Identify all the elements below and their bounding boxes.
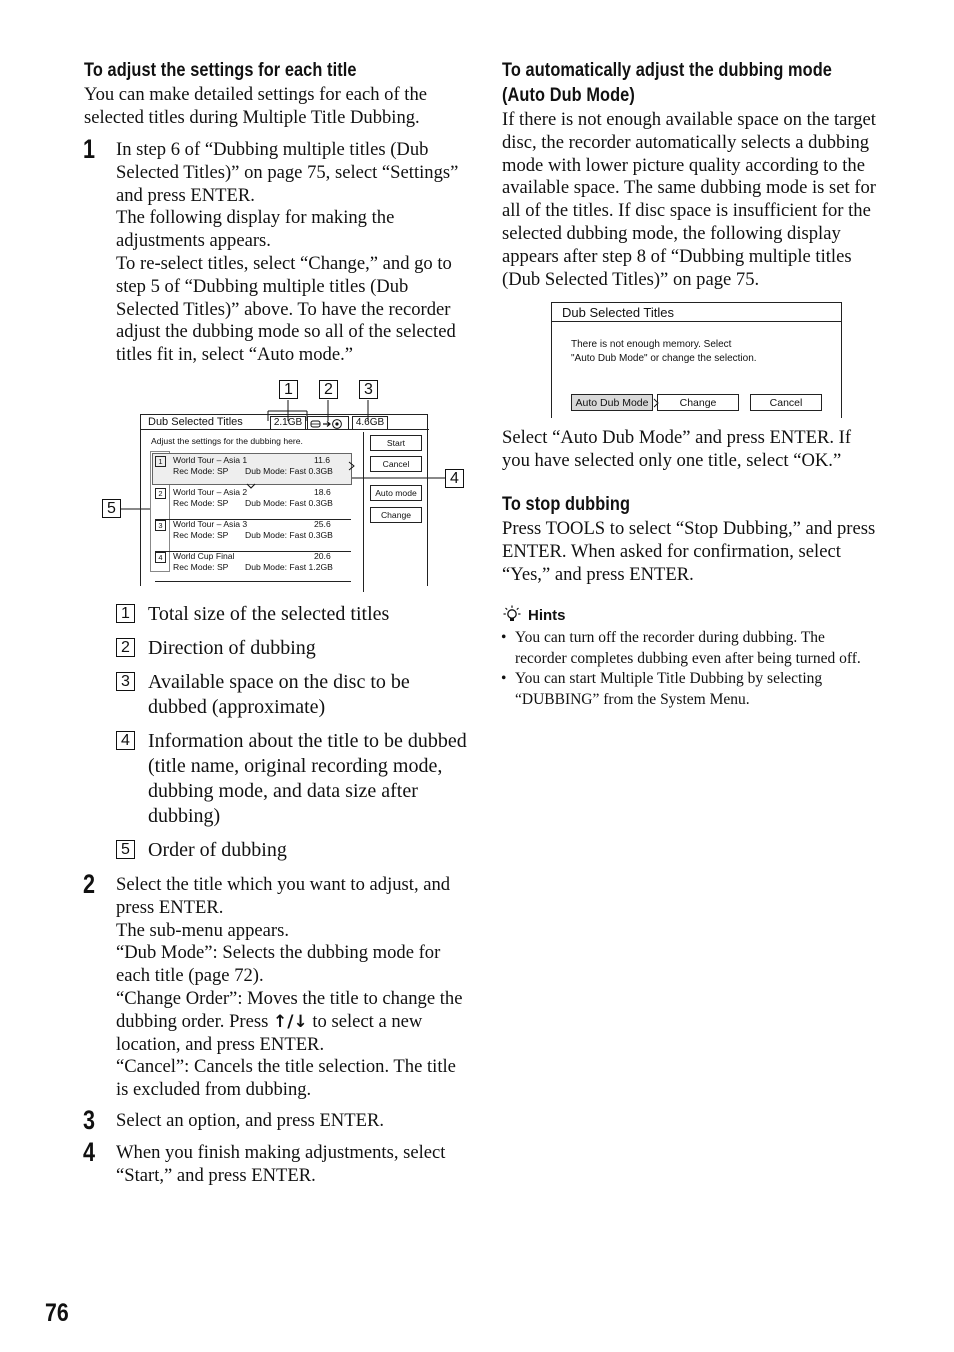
title-order-number: 1 (155, 456, 166, 467)
legend-text: Available space on the disc to be (148, 671, 410, 693)
paragraph-line: disc, the recorder automatically selects a dubbing (502, 131, 870, 153)
dialog-message-line: "Auto Dub Mode" or change the selection. (571, 353, 757, 364)
hdd-to-dvd-icon (308, 418, 348, 430)
step-2-line: “Dub Mode”: Selects the dubbing mode for (116, 942, 441, 964)
step-1-line: and press ENTER. (116, 184, 255, 206)
title-row[interactable] (155, 551, 351, 582)
dub-settings-screen (140, 414, 428, 586)
title-rec-mode: Rec Mode: SP (173, 498, 229, 508)
dialog-message-line: There is not enough memory. Select (571, 339, 732, 350)
legend-text: (title name, original recording mode, (148, 755, 443, 777)
paragraph-line: all of the titles. If disc space is insufficient for the (502, 200, 871, 222)
step-3-text: Select an option, and press ENTER. (116, 1110, 385, 1131)
step-2-line-part: to select a new (312, 1010, 423, 1032)
change-button[interactable]: Change (370, 507, 422, 523)
title-name: World Cup Final (173, 551, 235, 561)
legend-number: 4 (116, 731, 135, 750)
cancel-button[interactable]: Cancel (750, 394, 822, 411)
after-dialog-text (502, 427, 851, 473)
step-1-line: In step 6 of “Dubbing multiple titles (Dub (116, 139, 429, 160)
paragraph-line: you have selected only one title, select “OK.” (502, 449, 842, 471)
lightbulb-icon (503, 605, 521, 625)
heading-line: (Auto Dub Mode) (502, 85, 635, 106)
legend-number: 2 (116, 638, 135, 657)
callout-5: 5 (102, 499, 121, 518)
change-button[interactable]: Change (657, 394, 739, 411)
legend-item (121, 838, 287, 863)
dialog-title-divider (552, 321, 841, 322)
legend-item (121, 729, 467, 829)
title-date: 25.6 (314, 519, 331, 529)
step-number-2: 2 (83, 869, 96, 899)
step-2-line: is excluded from dubbing. (116, 1079, 312, 1101)
legend-item (121, 670, 410, 720)
paragraph-line: Press TOOLS to select “Stop Dubbing,” and press (502, 518, 876, 539)
paragraph-line: “Yes,” and press ENTER. (502, 563, 694, 585)
step-number-1: 1 (83, 134, 96, 164)
title-dub-mode: Dub Mode: Fast 0.3GB (245, 466, 333, 476)
cancel-button[interactable]: Cancel (370, 456, 422, 472)
step-4-line: “Start,” and press ENTER. (116, 1164, 316, 1186)
callout-3: 3 (359, 380, 378, 399)
callout-2: 2 (319, 380, 338, 399)
paragraph-line: (Dub Selected Titles)” on page 75. (502, 268, 760, 290)
paragraph-line: available space. The same dubbing mode is set for (502, 177, 876, 199)
step-number-4: 4 (83, 1137, 96, 1167)
callout-4: 4 (445, 469, 464, 488)
hint-line: recorder completes dubbing even after being turned off. (515, 650, 861, 667)
legend-number: 3 (116, 672, 135, 691)
heading-line: To automatically adjust the dubbing mode (502, 60, 832, 81)
stop-paragraph (502, 518, 875, 586)
step-2-text (116, 874, 462, 1102)
step-1-line: Selected Titles)” on page 75, select “Settings” (116, 161, 459, 183)
paragraph-line: ENTER. When asked for confirmation, select (502, 540, 841, 562)
step-1-line: adjustments appears. (116, 230, 271, 252)
screen-instruction: Adjust the settings for the dubbing here. (151, 436, 303, 446)
title-dub-mode: Dub Mode: Fast 0.3GB (245, 498, 333, 508)
dubbing-direction-badge (307, 416, 349, 430)
paragraph-line: appears after step 8 of “Dubbing multiple titles (502, 245, 852, 267)
title-date: 20.6 (314, 551, 331, 561)
step-1-text (116, 139, 458, 367)
legend-text: Information about the title to be dubbed (148, 730, 467, 752)
paragraph-line: If there is not enough available space on the target (502, 109, 876, 130)
intro-paragraph: You can make detailed settings for each of the selected titles during Multiple Title Dubbing. (84, 84, 428, 128)
title-rec-mode: Rec Mode: SP (173, 466, 229, 476)
legend-number: 1 (116, 604, 135, 623)
step-4-text (116, 1142, 445, 1188)
paragraph-line: mode with lower picture quality according to the (502, 154, 865, 176)
legend-item (121, 636, 316, 661)
title-rec-mode: Rec Mode: SP (173, 530, 229, 540)
step-1-line: To re-select titles, select “Change,” and go to (116, 252, 452, 274)
paragraph-line: Select “Auto Dub Mode” and press ENTER. If (502, 427, 852, 448)
available-space-badge: 4.6GB (352, 416, 388, 430)
legend-text: dubbed (approximate) (148, 696, 326, 718)
title-date: 11.6 (314, 455, 331, 465)
step-1-line: titles fit in, select “Auto mode.” (116, 344, 354, 366)
dialog-message (571, 338, 757, 366)
hint-item (501, 668, 823, 710)
step-2-line: location, and press ENTER. (116, 1033, 325, 1055)
title-name: World Tour – Asia 3 (173, 519, 248, 529)
step-1-line: step 5 of “Dubbing multiple titles (Dub (116, 275, 409, 297)
title-order-number: 2 (155, 488, 166, 499)
paragraph-line: selected dubbing mode, the following display (502, 222, 841, 244)
screen-title: Dub Selected Titles (148, 416, 243, 428)
step-2-line: “Cancel”: Cancels the title selection. The title (116, 1056, 456, 1078)
legend-text: Order of dubbing (148, 839, 287, 861)
auto-dub-paragraph (502, 109, 876, 291)
up-down-arrow-icon: ↑/↓ (273, 1011, 308, 1032)
callout-1: 1 (279, 380, 298, 399)
hints-title: Hints (528, 607, 566, 624)
title-dub-mode: Dub Mode: Fast 0.3GB (245, 530, 333, 540)
step-1-line: Selected Titles)” above. To have the recorder (116, 298, 451, 320)
total-size-badge: 2.1GB (270, 416, 306, 430)
page-number: 76 (45, 1299, 69, 1327)
bullet: • (501, 629, 507, 646)
hint-line: You can start Multiple Title Dubbing by selecting (515, 670, 823, 687)
section-heading-stop: To stop dubbing (502, 494, 631, 515)
step-2-line: each title (page 72). (116, 965, 264, 987)
section-heading-adjust: To adjust the settings for each title (84, 60, 357, 81)
step-2-line: press ENTER. (116, 896, 224, 918)
title-row[interactable] (155, 455, 351, 485)
dialog-title: Dub Selected Titles (562, 305, 675, 320)
title-rec-mode: Rec Mode: SP (173, 562, 229, 572)
legend-text: Direction of dubbing (148, 637, 316, 659)
step-2-line: The sub-menu appears. (116, 919, 289, 941)
legend-text: dubbing) (148, 805, 221, 827)
title-name: World Tour – Asia 1 (173, 455, 248, 465)
legend-text: Total size of the selected titles (148, 603, 390, 625)
hint-line: “DUBBING” from the System Menu. (515, 691, 750, 708)
title-order-number: 3 (155, 520, 166, 531)
step-1-line: The following display for making the (116, 207, 395, 229)
legend-text: dubbing mode, and data size after (148, 780, 418, 802)
auto-mode-button[interactable]: Auto mode (370, 485, 422, 501)
title-dub-mode: Dub Mode: Fast 1.2GB (245, 562, 333, 572)
step-4-line: When you finish making adjustments, select (116, 1142, 446, 1163)
legend-number: 5 (116, 840, 135, 859)
step-number-3: 3 (83, 1105, 96, 1135)
title-name: World Tour – Asia 2 (173, 487, 248, 497)
section-heading-auto-dub (502, 58, 832, 108)
title-row[interactable] (155, 487, 351, 520)
title-order-number: 4 (155, 552, 166, 563)
screen-right-divider (363, 432, 364, 592)
step-2-line-part: dubbing order. Press (116, 1010, 269, 1032)
title-date: 18.6 (314, 487, 331, 497)
step-2-line: “Change Order”: Moves the title to change the (116, 987, 463, 1009)
step-1-line: adjust the dubbing mode so all of the selected (116, 321, 456, 343)
title-row[interactable] (155, 519, 351, 552)
hint-line: You can turn off the recorder during dubbing. The (515, 629, 825, 646)
step-2-line (116, 1011, 462, 1034)
hint-item (501, 627, 861, 669)
step-2-line: Select the title which you want to adjust, and (116, 874, 451, 895)
auto-dub-mode-button[interactable]: Auto Dub Mode (571, 394, 653, 411)
bullet: • (501, 670, 507, 687)
start-button[interactable]: Start (370, 435, 422, 451)
legend-item (121, 602, 390, 627)
auto-dub-dialog (551, 302, 842, 418)
